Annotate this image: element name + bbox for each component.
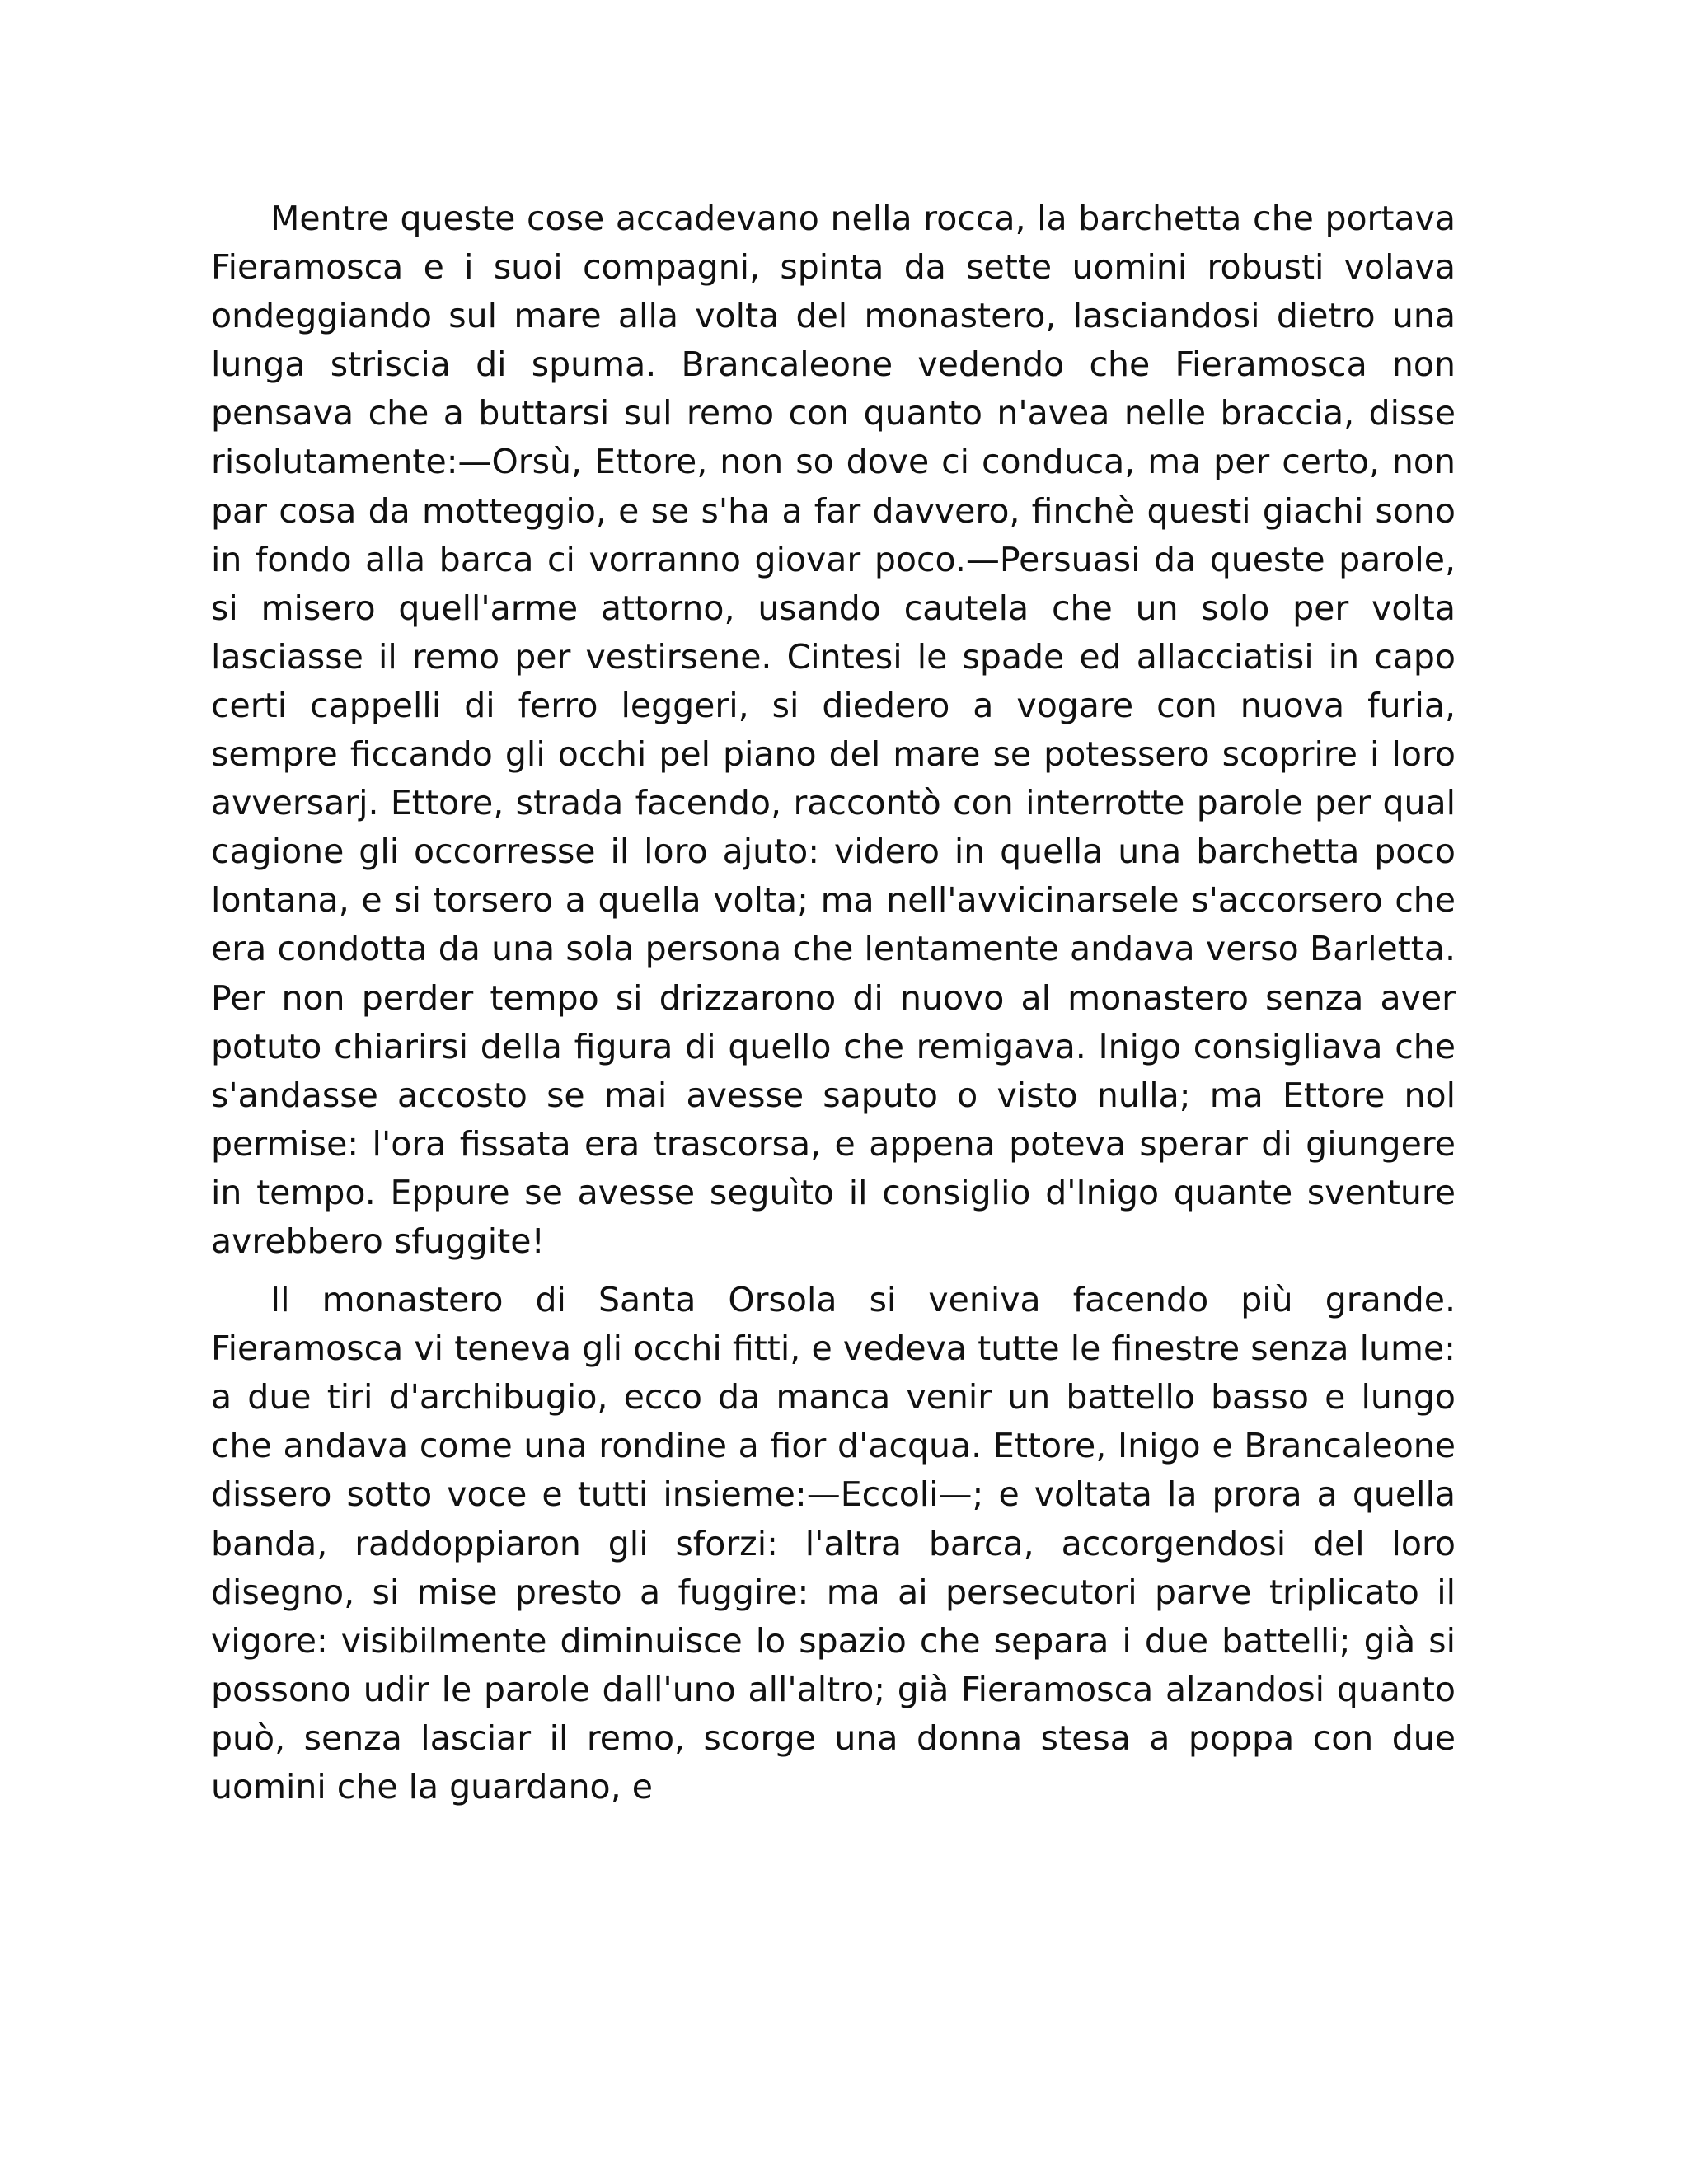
page-text: [211, 194, 1456, 1811]
paragraph: Il monastero di Santa Orsola si veniva facendo più grande. Fieramosca vi teneva gli occhi fitti, e vedeva tutte le finestre senza lume: a due tiri d'archibugio, ecco da manca venir un battello basso e lungo che andava come una rondine a fior d'acqua. Ettore, Inigo e Brancaleone dissero sotto voce e tutti insieme:—Eccoli—; e voltata la prora a quella banda, raddoppiaron gli sforzi: l'altra barca, accorgendosi del loro disegno, si mise presto a fuggire: ma ai persecutori parve triplicato il vigore: visibilmente diminuisce lo spazio che separa i due battelli; già si possono udir le parole dall'uno all'altro; già Fieramosca alzandosi quanto può, senza lasciar il remo, scorge una donna stesa a poppa con due uomini che la guardano, e: [211, 1280, 1456, 1807]
paragraph: Mentre queste cose accadevano nella rocca, la barchetta che portava Fieramosca e i suoi compagni, spinta da sette uomini robusti volava ondeggiando sul mare alla volta del monastero, lasciandosi dietro una lunga striscia di spuma. Brancaleone vedendo che Fieramosca non pensava che a buttarsi sul remo con quanto n'avea nelle braccia, disse risolutamente:—Orsù, Ettore, non so dove ci conduca, ma per certo, non par cosa da motteggio, e se s'ha a far davvero, finchè questi giachi sono in fondo alla barca ci vorranno giovar poco.—Persuasi da queste parole, si misero quell'arme attorno, usando cautela che un solo per volta lasciasse il remo per vestirsene. Cintesi le spade ed allacciatisi in capo certi cappelli di ferro leggeri, si diedero a vogare con nuova furia, sempre ficcando gli occhi pel piano del mare se potessero scoprire i loro avversarj. Ettore, strada facendo, raccontò con interrotte parole per qual cagione gli occorresse il loro ajuto: videro in quella una barchetta poco lontana, e si torsero a quella volta; ma nell'avvicinarsele s'accorsero che era condotta da una sola persona che lentamente andava verso Barletta. Per non perder tempo si drizzarono di nuovo al monastero senza aver potuto chiarirsi della figura di quello che remigava. Inigo consigliava che s'andasse accosto se mai avesse saputo o visto nulla; ma Ettore nol permise: l'ora fissata era trascorsa, e appena poteva sperar di giungere in tempo. Eppure se avesse seguìto il consiglio d'Inigo quante sventure avrebbero sfuggite!: [211, 199, 1456, 1261]
